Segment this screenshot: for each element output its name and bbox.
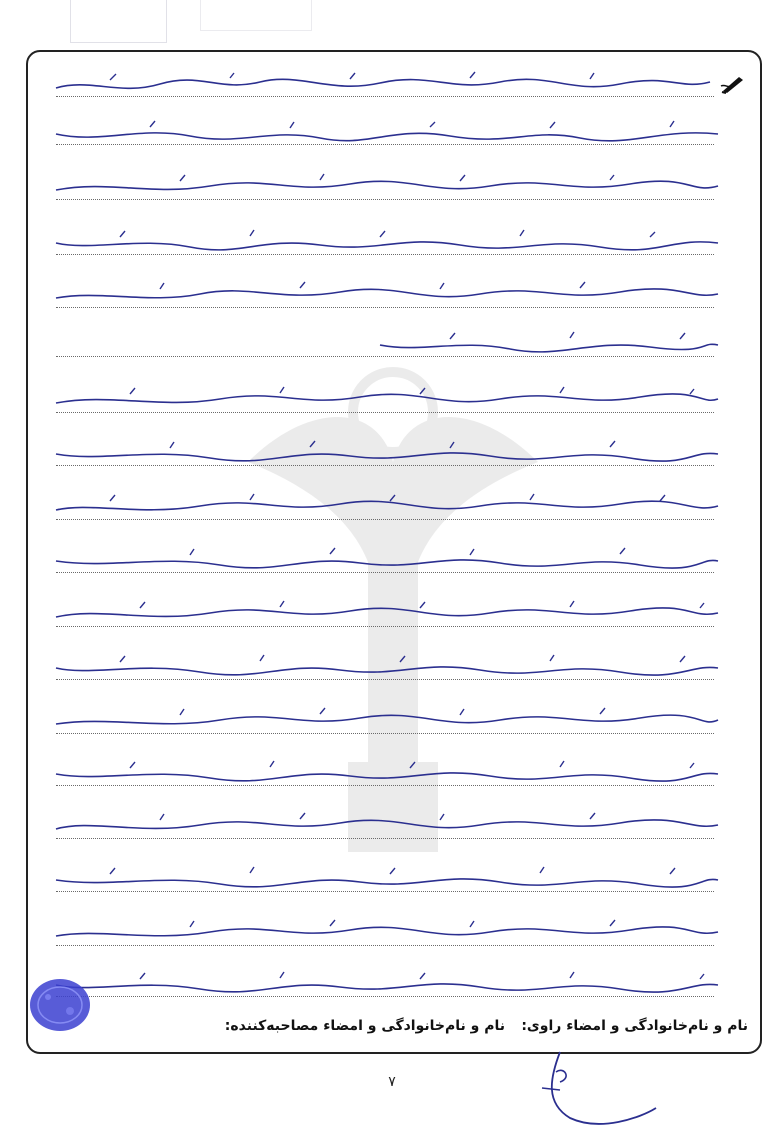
top-faded-stamp [70,0,167,43]
narrator-signature-label: نام و نام‌خانوادگی و امضاء راوی: [521,1018,748,1034]
signature-footer [28,1004,760,1052]
handwritten-line [50,652,726,682]
page-frame [26,50,762,1054]
handwritten-line [50,227,726,257]
handwritten-line [50,329,726,359]
handwritten-line [50,70,726,100]
handwritten-line [50,118,726,148]
handwritten-line [50,492,726,522]
handwritten-line [50,706,726,736]
handwritten-line [50,758,726,788]
handwritten-line [50,811,726,841]
handwritten-line [50,918,726,948]
handwritten-line [50,280,726,310]
handwritten-line [50,599,726,629]
handwritten-line [50,545,726,575]
handwritten-line [50,969,726,999]
page-number: ۷ [388,1074,396,1090]
top-faded-stamp-secondary [200,0,312,31]
handwritten-line [50,864,726,894]
ink-stamp [28,977,92,1033]
interviewer-signature-label: نام و نام‌خانوادگی و امضاء مصاحبه‌کننده: [224,1018,505,1034]
handwritten-line [50,385,726,415]
handwritten-line [50,172,726,202]
handwritten-line [50,438,726,468]
